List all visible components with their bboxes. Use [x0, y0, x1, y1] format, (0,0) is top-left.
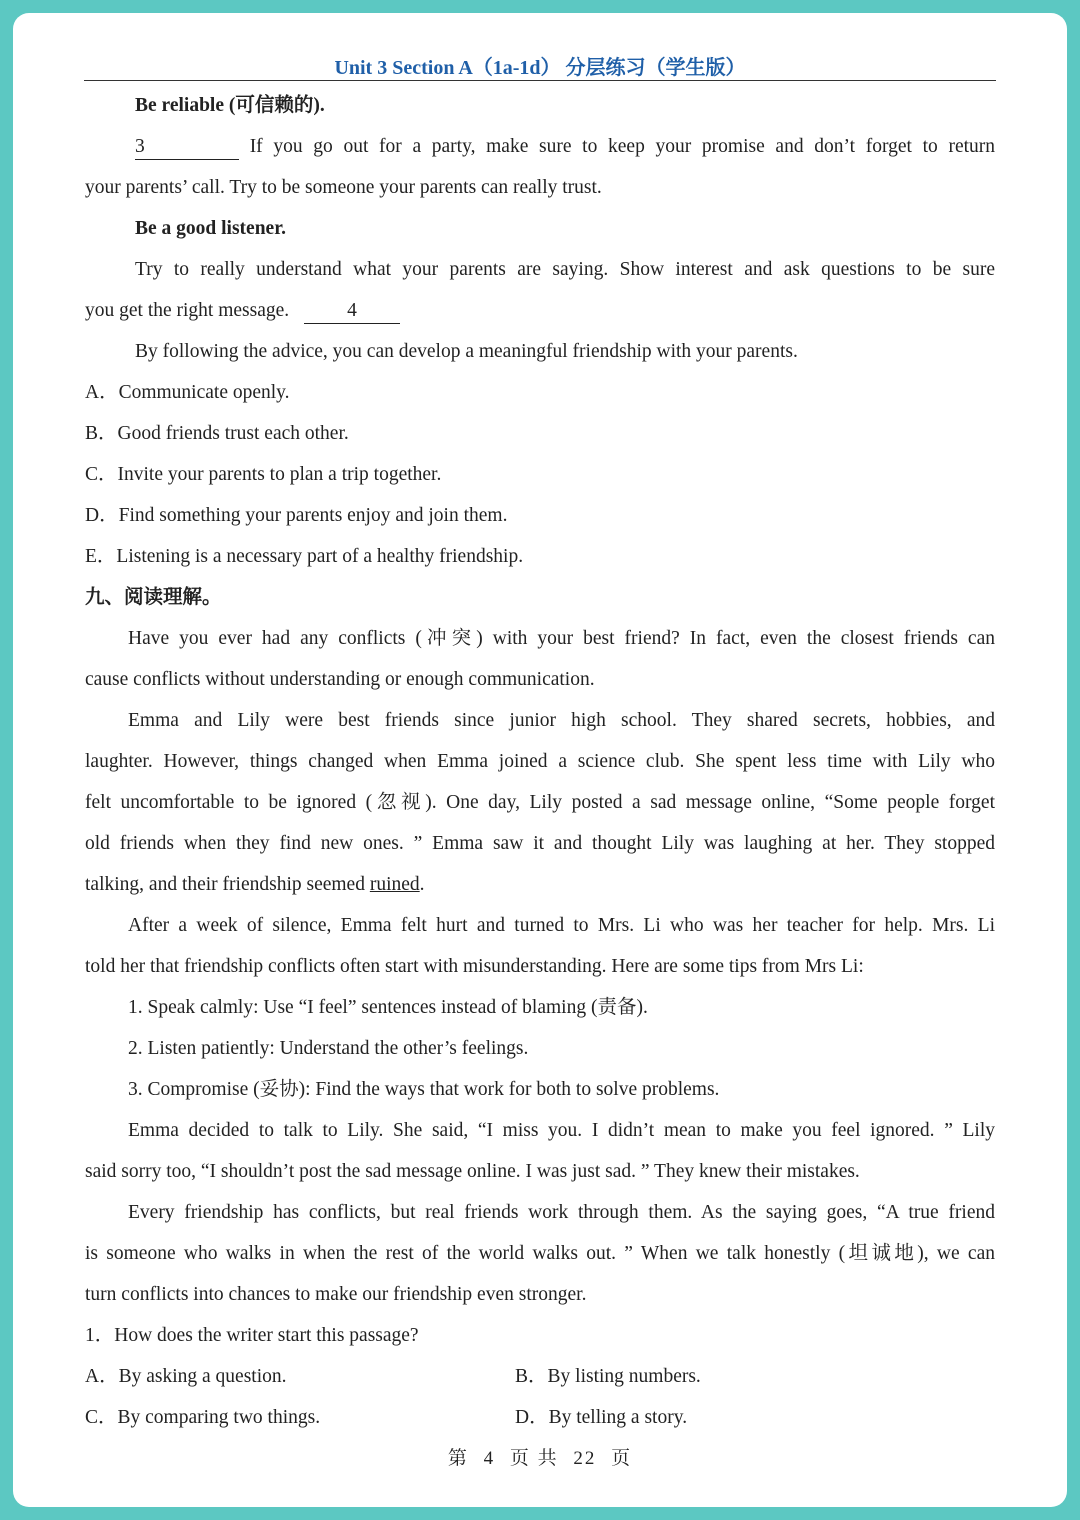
passage-p4-line2: said sorry too, “I shouldn’t post the sad message online. I was just sad. ” They knew their mistakes. — [85, 1161, 860, 1182]
option-letter: B． — [85, 423, 118, 444]
option-letter: C． — [85, 1407, 118, 1428]
passage-p3-line1: After a week of silence, Emma felt hurt and turned to Mrs. Li who was her teacher for help. Mrs. Li — [128, 915, 995, 936]
passage-p2-line2: laughter. However, things changed when Emma joined a science club. She spent less time with Lily who — [85, 751, 995, 772]
paragraph-text: . — [419, 874, 425, 895]
option-text: By asking a question. — [118, 1366, 287, 1387]
footer-suffix: 页 — [611, 1448, 633, 1469]
paragraph-text: If you go out for a party, make sure to keep your promise and don’t forget to return — [249, 136, 996, 157]
tip-2: 2. Listen patiently: Understand the other’s feelings. — [128, 1038, 529, 1059]
footer-prefix: 第 — [447, 1448, 469, 1469]
option-text: By telling a story. — [548, 1407, 688, 1428]
passage-p1-line2: cause conflicts without understanding or enough communication. — [85, 669, 595, 690]
paragraph-text: talking, and their friendship seemed — [85, 874, 370, 895]
q1-option-c[interactable] — [85, 1397, 515, 1438]
passage-p2-line5 — [85, 864, 995, 905]
tip-1: 1. Speak calmly: Use “I feel” sentences instead of blaming (责备). — [128, 997, 648, 1018]
footer-total-pages: 22 — [573, 1448, 597, 1469]
option-d[interactable] — [85, 495, 995, 536]
tip-3: 3. Compromise (妥协): Find the ways that work for both to solve problems. — [128, 1079, 720, 1100]
paragraph-listener-line1: Try to really understand what your parents are saying. Show interest and ask questions to be sure — [135, 259, 995, 280]
q1-option-b[interactable] — [515, 1356, 945, 1397]
page-header-title: Unit 3 Section A（1a-1d） 分层练习（学生版） — [334, 57, 746, 79]
paragraph-listener-line2 — [85, 290, 995, 331]
option-text: Listening is a necessary part of a healthy friendship. — [116, 546, 524, 567]
option-c[interactable] — [85, 454, 995, 495]
option-letter: E． — [85, 546, 117, 567]
passage-p5-line2: is someone who walks in when the rest of the world walks out. ” When we talk honestly (坦诚地), we can — [85, 1243, 995, 1264]
document-page — [13, 13, 1067, 1507]
option-e[interactable] — [85, 536, 995, 577]
option-letter: D． — [85, 505, 119, 526]
passage-p2-line4: old friends when they find new ones. ” Emma saw it and thought Lily was laughing at her. They stopped — [85, 833, 995, 854]
paragraph-reliable-line2: your parents’ call. Try to be someone your parents can really trust. — [85, 177, 602, 198]
passage-p3-line2: told her that friendship conflicts often start with misunderstanding. Here are some tips from Mrs Li: — [85, 956, 864, 977]
option-letter: A． — [85, 1366, 119, 1387]
answer-blank-3[interactable]: 3 — [135, 137, 239, 160]
section-title-reading: 九、阅读理解。 — [85, 587, 222, 608]
passage-p2-line1: Emma and Lily were best friends since junior high school. They shared secrets, hobbies, and — [128, 710, 995, 731]
option-letter: A． — [85, 382, 119, 403]
option-a[interactable] — [85, 372, 995, 413]
paragraph-reliable-line1 — [85, 126, 995, 167]
passage-p4-line1: Emma decided to talk to Lily. She said, “I miss you. I didn’t mean to make you feel ignored. ” Lily — [128, 1120, 995, 1141]
paragraph-text: you get the right message. — [85, 300, 290, 321]
underlined-word-ruined: ruined — [369, 874, 420, 895]
heading-be-reliable: Be reliable (可信赖的). — [135, 95, 325, 116]
option-letter: D． — [515, 1407, 549, 1428]
page-content — [85, 85, 995, 1438]
option-letter: B． — [515, 1366, 548, 1387]
option-text: Good friends trust each other. — [117, 423, 349, 444]
header-divider — [84, 80, 996, 81]
option-text: By comparing two things. — [117, 1407, 321, 1428]
option-b[interactable] — [85, 413, 995, 454]
option-text: Communicate openly. — [118, 382, 290, 403]
passage-p1-line1: Have you ever had any conflicts (冲突) with your best friend? In fact, even the closest friends can — [128, 628, 995, 649]
heading-good-listener: Be a good listener. — [135, 218, 286, 239]
passage-p5-line1: Every friendship has conflicts, but real friends work through them. As the saying goes, “A true friend — [128, 1202, 995, 1223]
passage-p5-line3: turn conflicts into chances to make our friendship even stronger. — [85, 1284, 587, 1305]
passage-p2-line3: felt uncomfortable to be ignored (忽视). One day, Lily posted a sad message online, “Some people forget — [85, 792, 995, 813]
question-1-stem: 1．How does the writer start this passage? — [85, 1325, 419, 1346]
option-text: Invite your parents to plan a trip together. — [117, 464, 442, 485]
footer-page-number: 4 — [483, 1448, 496, 1469]
q1-option-d[interactable] — [515, 1397, 945, 1438]
conclusion-line: By following the advice, you can develop a meaningful friendship with your parents. — [135, 341, 798, 362]
footer-mid: 页 共 — [509, 1448, 559, 1469]
page-footer — [13, 1443, 1067, 1470]
question-1-options-row1 — [85, 1356, 995, 1397]
question-1-options-row2 — [85, 1397, 995, 1438]
answer-blank-4[interactable]: 4 — [304, 301, 400, 324]
q1-option-a[interactable] — [85, 1356, 515, 1397]
option-text: By listing numbers. — [547, 1366, 701, 1387]
option-text: Find something your parents enjoy and join them. — [118, 505, 508, 526]
option-letter: C． — [85, 464, 118, 485]
